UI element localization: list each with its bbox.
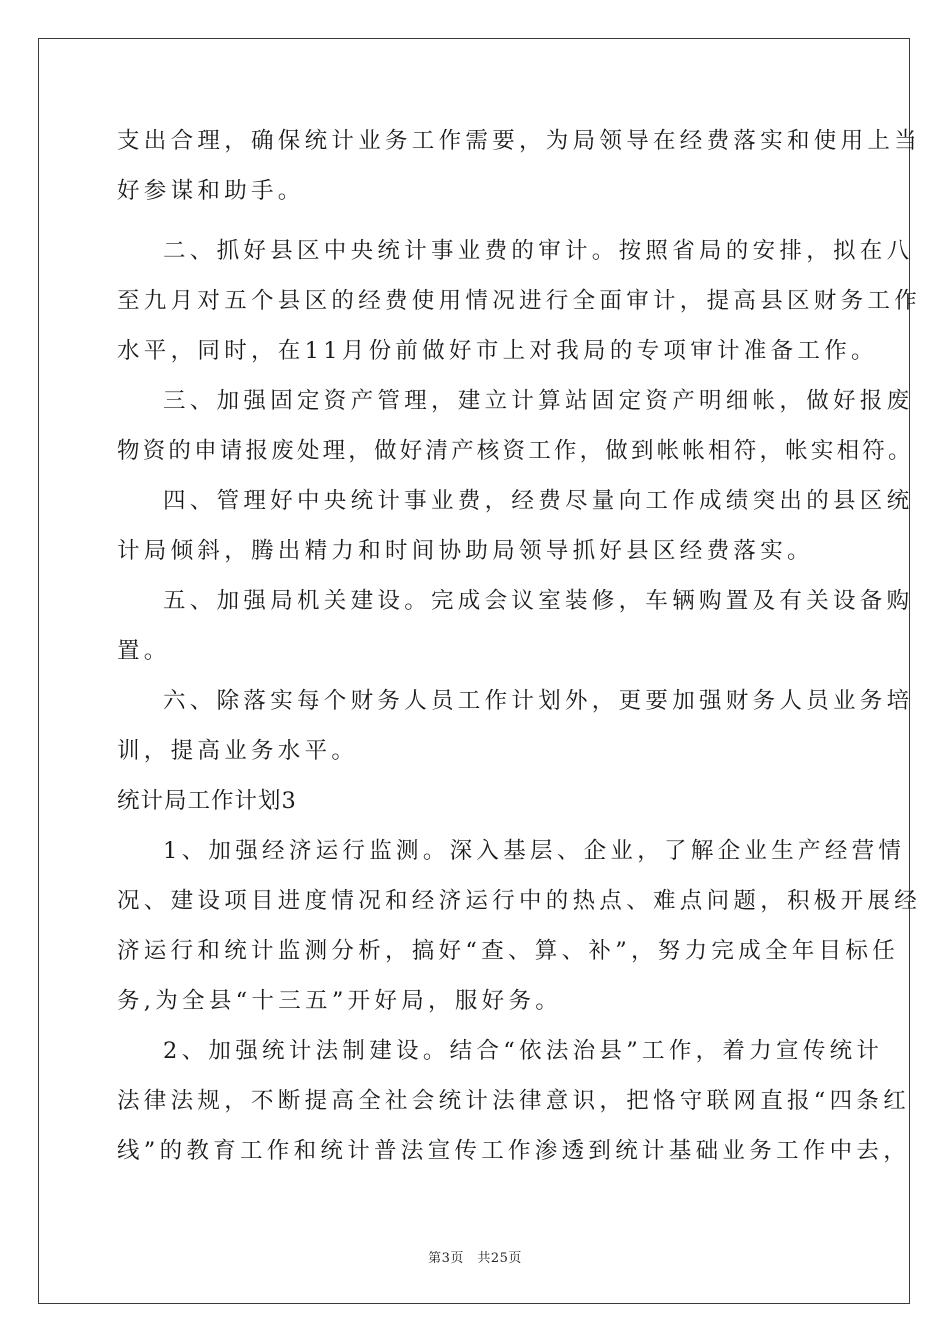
paragraph-line: 2、加强统计法制建设。结合“依法治县”工作，着力宣传统计 — [163, 1038, 884, 1064]
page-number-footer: 第3页 共25页 — [428, 1251, 522, 1266]
paragraph-line: 济运行和统计监测分析，搞好“查、算、补”，努力完成全年目标任 — [117, 938, 900, 964]
paragraph-line: 四、管理好中央统计事业费，经费尽量向工作成绩突出的县区统 — [163, 488, 914, 514]
paragraph-line: 三、加强固定资产管理，建立计算站固定资产明细帐，做好报废 — [163, 388, 914, 414]
paragraph-line: 水平，同时，在11月份前做好市上对我局的专项审计准备工作。 — [117, 338, 878, 364]
paragraph-line: 法律法规，不断提高全社会统计法律意识，把恪守联网直报“四条红 — [117, 1088, 911, 1114]
paragraph-line: 置。 — [117, 638, 171, 664]
paragraph-line: 训，提高业务水平。 — [117, 738, 359, 764]
paragraph-line: 物资的申请报废处理，做好清产核资工作，做到帐帐相符，帐实相符。 — [117, 438, 914, 464]
paragraph-line: 线”的教育工作和统计普法宣传工作渗透到统计基础业务工作中去， — [117, 1138, 911, 1164]
paragraph-line: 至九月对五个县区的经费使用情况进行全面审计，提高县区财务工作 — [117, 288, 922, 314]
paragraph-line: 计局倾斜，腾出精力和时间协助局领导抓好县区经费落实。 — [117, 538, 814, 564]
paragraph-line: 好参谋和助手。 — [117, 178, 305, 204]
section-heading: 统计局工作计划3 — [117, 788, 297, 814]
paragraph-line: 务,为全县“十三五”开好局，服好务。 — [117, 988, 563, 1014]
paragraph-line: 支出合理，确保统计业务工作需要，为局领导在经费落实和使用上当 — [117, 128, 922, 154]
paragraph-line: 况、建设项目进度情况和经济运行中的热点、难点问题，积极开展经 — [117, 888, 922, 914]
paragraph-line: 二、抓好县区中央统计事业费的审计。按照省局的安排，拟在八 — [163, 238, 914, 264]
paragraph-line: 1、加强经济运行监测。深入基层、企业，了解企业生产经营情 — [163, 838, 906, 864]
paragraph-line: 五、加强局机关建设。完成会议室装修，车辆购置及有关设备购 — [163, 588, 914, 614]
paragraph-line: 六、除落实每个财务人员工作计划外，更要加强财务人员业务培 — [163, 688, 914, 714]
